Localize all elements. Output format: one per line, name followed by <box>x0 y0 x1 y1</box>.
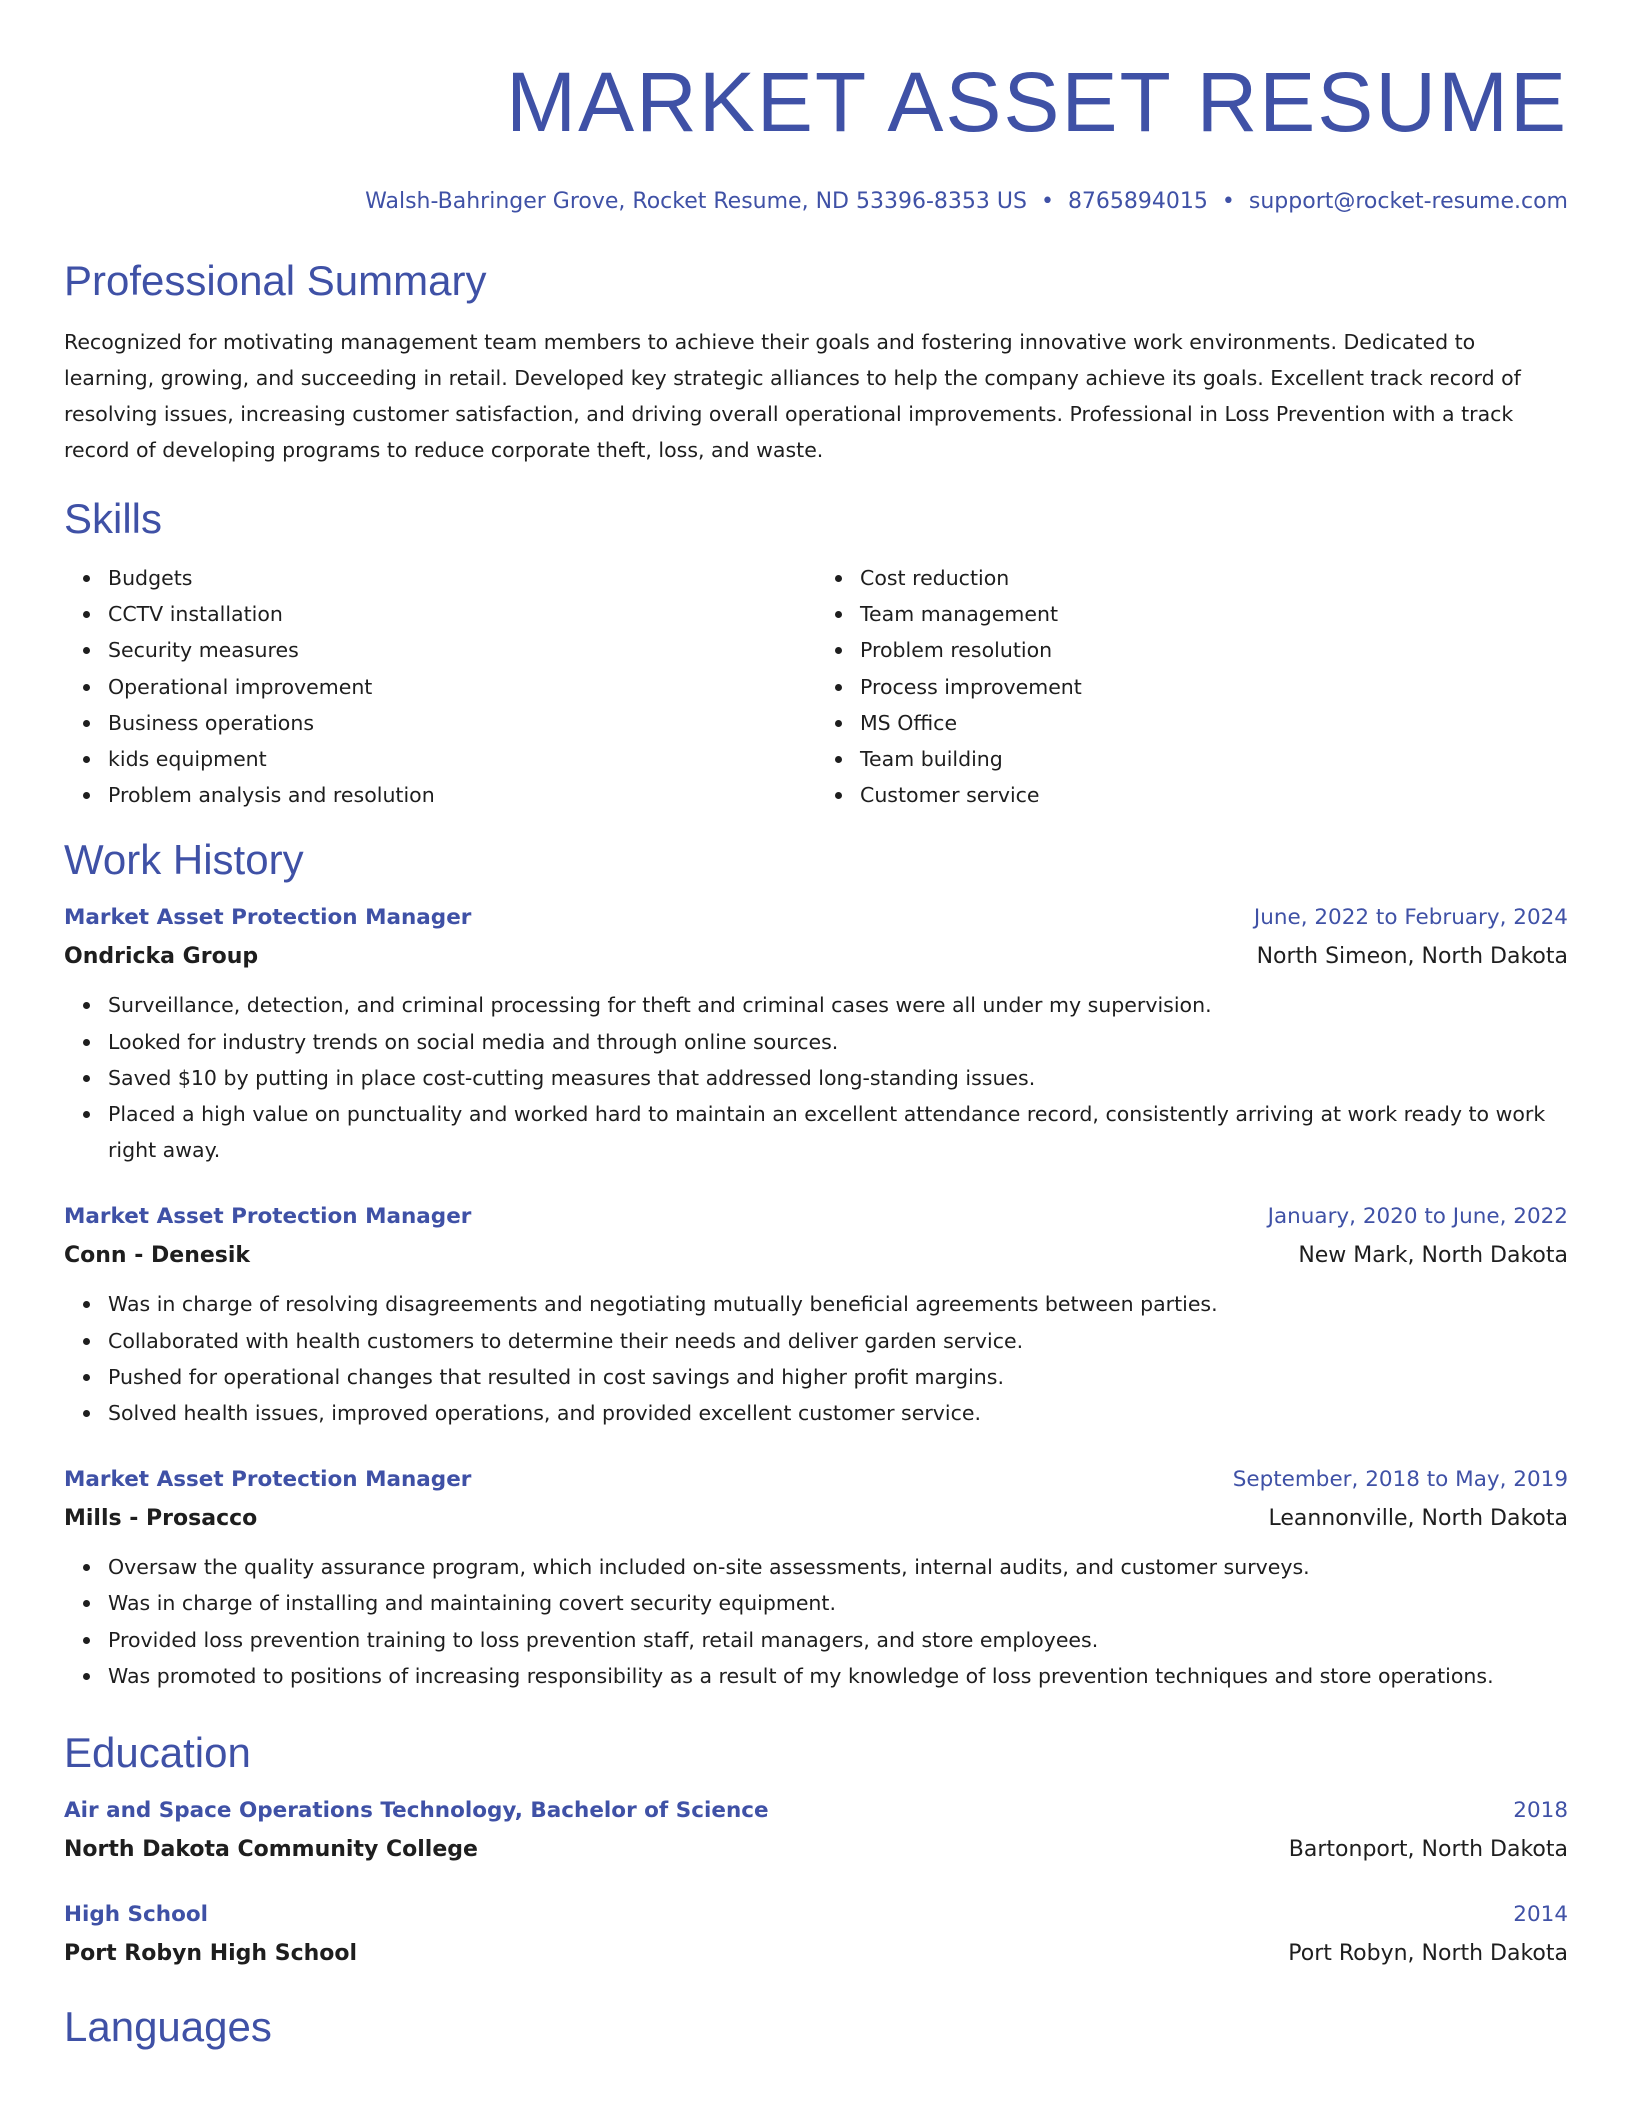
job-bullet: Collaborated with health customers to determine their needs and deliver garden service. <box>108 1323 1568 1359</box>
job-dates: September, 2018 to May, 2019 <box>1232 1467 1568 1493</box>
job-dates: January, 2020 to June, 2022 <box>1267 1204 1568 1230</box>
skill-item: Team building <box>860 741 1568 777</box>
job-location: New Mark, North Dakota <box>1298 1243 1568 1269</box>
skill-item: Business operations <box>108 705 816 741</box>
skill-item: Process improvement <box>860 669 1568 705</box>
job-bullet: Was promoted to positions of increasing responsibility as a result of my knowledge of loss prevention techniques and store operations. <box>108 1658 1568 1694</box>
skill-item: Problem analysis and resolution <box>108 777 816 813</box>
skill-item: Security measures <box>108 632 816 668</box>
job-company: Conn - Denesik <box>64 1243 251 1269</box>
education-entry <box>64 1896 1568 1974</box>
job-company: Mills - Prosacco <box>64 1506 258 1532</box>
job-bullet: Saved $10 by putting in place cost-cutting measures that addressed long-standing issues. <box>108 1060 1568 1096</box>
job-role: Market Asset Protection Manager <box>64 1204 472 1230</box>
skill-item: Problem resolution <box>860 632 1568 668</box>
resume-title: MARKET ASSET RESUME <box>506 55 1568 149</box>
skills-column-left <box>64 560 816 813</box>
job-bullet: Was in charge of resolving disagreements and negotiating mutually beneficial agreements between parties. <box>108 1286 1568 1322</box>
job-bullets <box>64 1549 1568 1694</box>
job-location: Leannonville, North Dakota <box>1268 1506 1568 1532</box>
job-bullet: Provided loss prevention training to loss prevention staff, retail managers, and store employees. <box>108 1622 1568 1658</box>
job-dates: June, 2022 to February, 2024 <box>1253 905 1568 931</box>
work-entry <box>64 899 1568 1168</box>
separator: • <box>1040 189 1054 214</box>
education-location: Bartonport, North Dakota <box>1288 1837 1568 1863</box>
job-company: Ondricka Group <box>64 944 259 970</box>
work-entry <box>64 1198 1568 1431</box>
email[interactable]: support@rocket-resume.com <box>1248 189 1568 214</box>
skill-item: Budgets <box>108 560 816 596</box>
section-title-work-history: Work History <box>64 836 304 884</box>
job-bullets <box>64 987 1568 1168</box>
skill-item: kids equipment <box>108 741 816 777</box>
section-title-languages: Languages <box>64 2003 272 2051</box>
job-role: Market Asset Protection Manager <box>64 905 472 931</box>
section-title-summary: Professional Summary <box>64 257 487 304</box>
skills-column-right <box>816 560 1568 813</box>
education-degree: Air and Space Operations Technology, Bachelor of Science <box>64 1798 769 1824</box>
job-bullet: Surveillance, detection, and criminal processing for theft and criminal cases were all under my supervision. <box>108 987 1568 1023</box>
job-bullet: Oversaw the quality assurance program, which included on-site assessments, internal audits, and customer surveys. <box>108 1549 1568 1585</box>
education-year: 2014 <box>1513 1902 1568 1928</box>
work-entry <box>64 1461 1568 1694</box>
skill-item: Team management <box>860 596 1568 632</box>
skill-item: Customer service <box>860 777 1568 813</box>
skill-item: CCTV installation <box>108 596 816 632</box>
job-bullet: Placed a high value on punctuality and worked hard to maintain an excellent attendance record, consistently arriving at work ready to work right away. <box>108 1096 1568 1168</box>
resume-page <box>64 52 1568 2052</box>
education-year: 2018 <box>1513 1798 1568 1824</box>
job-bullet: Pushed for operational changes that resulted in cost savings and higher profit margins. <box>108 1359 1568 1395</box>
separator: • <box>1221 189 1235 214</box>
phone[interactable]: 8765894015 <box>1067 189 1208 214</box>
job-bullet: Looked for industry trends on social media and through online sources. <box>108 1024 1568 1060</box>
education-degree: High School <box>64 1902 208 1928</box>
education-location: Port Robyn, North Dakota <box>1288 1941 1568 1967</box>
skill-item: Operational improvement <box>108 669 816 705</box>
section-title-education: Education <box>64 1729 251 1777</box>
skills-list <box>64 560 1568 813</box>
job-role: Market Asset Protection Manager <box>64 1467 472 1493</box>
address: Walsh-Bahringer Grove, Rocket Resume, ND 53396-8353 US <box>365 189 1027 214</box>
education-school: Port Robyn High School <box>64 1941 358 1967</box>
education-school: North Dakota Community College <box>64 1837 478 1863</box>
contact-line <box>64 188 1568 216</box>
job-location: North Simeon, North Dakota <box>1256 944 1568 970</box>
skill-item: Cost reduction <box>860 560 1568 596</box>
education-entry <box>64 1792 1568 1870</box>
section-title-skills: Skills <box>64 495 163 542</box>
skill-item: MS Office <box>860 705 1568 741</box>
job-bullet: Was in charge of installing and maintaining covert security equipment. <box>108 1585 1568 1621</box>
job-bullet: Solved health issues, improved operations, and provided excellent customer service. <box>108 1395 1568 1431</box>
job-bullets <box>64 1286 1568 1431</box>
summary-text: Recognized for motivating management team members to achieve their goals and fostering innovative work environments. Dedicated to learning, growing, and succeeding in retail. Developed key strategic alliances to help the company achieve its goals. Excellent track record of resolving issues, increasing customer satisfaction, and driving overall operational improvements. Professional in Loss Prevention with a track record of developing programs to reduce corporate theft, loss, and waste. <box>64 330 1521 462</box>
